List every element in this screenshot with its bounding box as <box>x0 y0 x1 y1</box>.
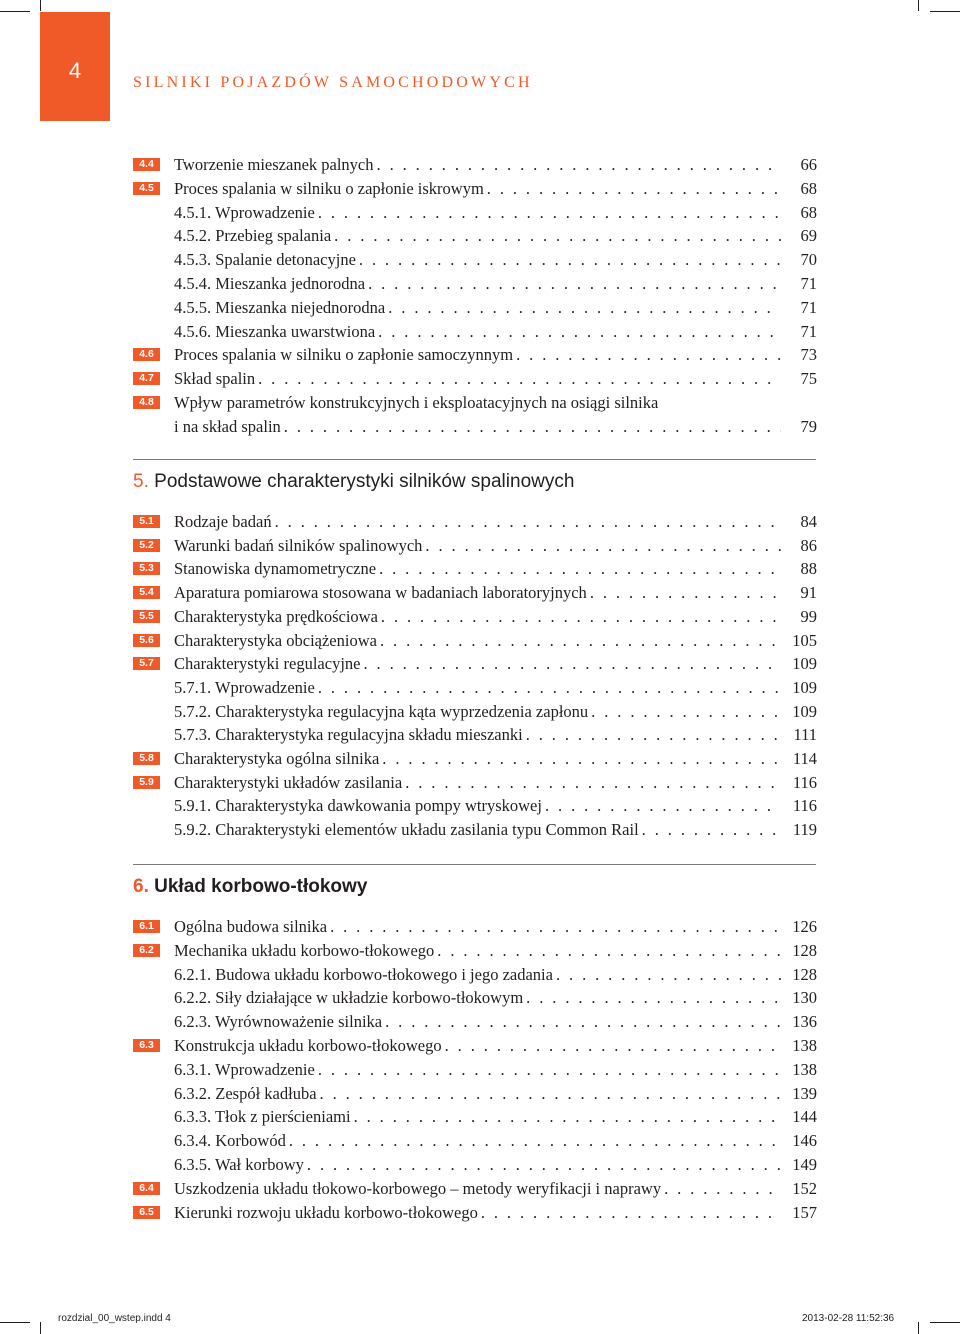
dot-leader <box>380 630 781 652</box>
dot-leader <box>642 819 781 841</box>
toc-entry-page: 109 <box>792 677 817 697</box>
toc-entry-title: 5.7.1. Wprowadzenie <box>174 677 315 697</box>
toc-entry <box>0 154 960 176</box>
dot-leader <box>318 677 781 699</box>
toc-entry-title: Skład spalin <box>174 369 256 389</box>
toc-entry <box>0 321 960 343</box>
toc-entry-page: 109 <box>792 654 817 674</box>
footer-file-name: rozdzial_00_wstep.indd 4 <box>58 1313 171 1324</box>
toc-entry-page: 114 <box>792 749 817 768</box>
toc-entry-page: 139 <box>792 1083 817 1103</box>
section-number-badge: 4.8 <box>133 396 160 409</box>
toc-entry-title: 4.5.4. Mieszanka jednorodna <box>174 274 366 293</box>
crop-mark <box>0 11 30 12</box>
dot-leader <box>381 606 781 628</box>
crop-mark <box>918 0 919 11</box>
section-number-badge: 5.6 <box>133 634 160 647</box>
section-number-badge: 5.8 <box>133 752 160 765</box>
dot-leader <box>405 772 781 794</box>
chapter-5-title: Podstawowe charakterystyki silników spalinowych <box>154 471 575 492</box>
toc-entry-title: 6.3.5. Wał korbowy <box>174 1155 304 1174</box>
toc-entry-page: 136 <box>792 1012 817 1032</box>
toc-entry <box>0 225 960 247</box>
dot-leader <box>378 321 781 343</box>
toc-entry <box>0 964 960 986</box>
toc-entry-page: 146 <box>792 1131 817 1151</box>
section-number-badge: 4.7 <box>133 372 160 385</box>
toc-entry <box>0 724 960 746</box>
toc-entry <box>0 1083 960 1105</box>
toc-entry-title: 6.3.4. Korbowód <box>174 1131 286 1151</box>
section-number-badge: 6.5 <box>133 1206 160 1219</box>
section-number-badge: 4.5 <box>133 182 160 195</box>
toc-entry <box>0 368 960 390</box>
toc-entry-page: 84 <box>800 512 817 531</box>
footer-timestamp: 2013-02-28 11:52:36 <box>802 1313 895 1324</box>
toc-entry <box>0 178 960 200</box>
dot-leader <box>516 344 781 366</box>
toc-entry <box>0 249 960 271</box>
crop-mark <box>40 1322 41 1334</box>
dot-leader <box>368 273 781 295</box>
toc-entry-page: 128 <box>792 964 817 984</box>
dot-leader <box>275 511 781 533</box>
section-divider <box>133 459 816 460</box>
toc-entry-page: 86 <box>800 535 817 555</box>
dot-leader <box>481 1202 781 1224</box>
toc-entry <box>0 511 960 533</box>
toc-entry-title: 5.9.2. Charakterystyki elementów układu zasilania typu Common Rail <box>174 820 639 840</box>
toc-entry-title: Charakterystyki układów zasilania <box>174 772 403 792</box>
toc-entry-title: Mechanika układu korbowo-tłokowego <box>174 940 435 960</box>
toc-entry-page: 111 <box>793 725 817 745</box>
dot-leader <box>545 795 781 817</box>
crop-mark <box>918 1322 919 1334</box>
toc-entry-title: 6.2.3. Wyrównoważenie silnika <box>174 1012 383 1032</box>
toc-entry-title: Konstrukcja układu korbowo-tłokowego <box>174 1036 442 1055</box>
toc-entry <box>0 392 960 414</box>
section-number-badge: 6.1 <box>133 920 160 933</box>
chapter-6-number: 6. <box>133 876 149 897</box>
dot-leader <box>382 748 781 770</box>
toc-entry-title: 4.5.3. Spalanie detonacyjne <box>174 250 356 270</box>
toc-entry-page: 79 <box>800 416 817 436</box>
toc-entry <box>0 987 960 1009</box>
section-number-badge: 4.6 <box>133 348 160 361</box>
toc-entry <box>0 1059 960 1081</box>
section-number-badge: 6.3 <box>133 1039 160 1052</box>
toc-entry-title: 6.2.2. Siły działające w układzie korbowo-tłokowym <box>174 988 524 1008</box>
dot-leader <box>379 558 781 580</box>
section-number-badge: 5.3 <box>133 562 160 575</box>
toc-entry-page: 73 <box>800 345 817 365</box>
crop-mark <box>930 1322 960 1323</box>
toc-entry-title: Proces spalania w silniku o zapłonie iskrowym <box>174 178 484 198</box>
toc-entry-title: Warunki badań silników spalinowych <box>174 535 423 555</box>
toc-entry-title: Charakterystyka prędkościowa <box>174 606 378 626</box>
toc-entry <box>0 1178 960 1200</box>
crop-mark <box>0 1322 30 1323</box>
dot-leader <box>330 916 781 938</box>
toc-entry-title: Rodzaje badań <box>174 512 272 531</box>
toc-entry-page: 138 <box>792 1036 817 1055</box>
toc-entry-page: 109 <box>792 701 817 721</box>
toc-entry <box>0 653 960 675</box>
dot-leader <box>354 1106 781 1128</box>
toc-entry <box>0 1154 960 1176</box>
section-number-badge: 6.2 <box>133 944 160 957</box>
toc-entry <box>0 819 960 841</box>
toc-entry-page: 126 <box>792 917 817 936</box>
dot-leader <box>320 1083 781 1105</box>
dot-leader <box>590 582 781 604</box>
dot-leader <box>377 154 781 176</box>
toc-entry-title: Stanowiska dynamometryczne <box>174 559 377 579</box>
toc-entry <box>0 1202 960 1224</box>
toc-entry-page: 130 <box>792 988 817 1008</box>
toc-entry-page: 138 <box>792 1059 817 1079</box>
dot-leader <box>307 1154 781 1176</box>
toc-entry-page: 152 <box>792 1178 817 1198</box>
crop-mark <box>40 0 41 11</box>
toc-entry-title: Proces spalania w silniku o zapłonie samoczynnym <box>174 345 514 365</box>
section-number-badge: 5.4 <box>133 586 160 599</box>
toc-entry <box>0 1011 960 1033</box>
dot-leader <box>385 1011 781 1033</box>
toc-entry <box>0 748 960 770</box>
toc-entry-title: Charakterystyka obciążeniowa <box>174 630 377 650</box>
toc-entry-title: 4.5.6. Mieszanka uwarstwiona <box>174 321 376 341</box>
dot-leader <box>591 701 781 723</box>
toc-entry-title: 4.5.1. Wprowadzenie <box>174 202 315 222</box>
toc-entry <box>0 297 960 319</box>
toc-entry <box>0 558 960 580</box>
toc-entry <box>0 344 960 366</box>
toc-entry-title: i na skład spalin <box>174 416 281 436</box>
toc-entry-title: Charakterystyka ogólna silnika <box>174 749 380 768</box>
toc-entry-title: Wpływ parametrów konstrukcyjnych i eksploatacyjnych na osiągi silnika <box>174 393 659 412</box>
toc-entry-title: 6.3.2. Zespół kadłuba <box>174 1083 317 1103</box>
dot-leader <box>664 1178 781 1200</box>
chapter-6-heading <box>133 875 367 899</box>
toc-entry-page: 68 <box>800 178 817 198</box>
toc-entry-page: 66 <box>800 155 817 174</box>
toc-entry-page: 88 <box>800 559 817 579</box>
toc-entry <box>0 772 960 794</box>
toc-entry <box>0 273 960 295</box>
dot-leader <box>526 987 781 1009</box>
section-divider <box>133 864 816 865</box>
dot-leader <box>334 225 781 247</box>
dot-leader <box>437 940 781 962</box>
toc-entry <box>0 606 960 628</box>
running-title: SILNIKI POJAZDÓW SAMOCHODOWYCH <box>133 74 533 91</box>
toc-entry <box>0 582 960 604</box>
dot-leader <box>445 1035 781 1057</box>
toc-entry <box>0 1130 960 1152</box>
section-number-badge: 5.2 <box>133 539 160 552</box>
dot-leader <box>258 368 781 390</box>
section-number-badge: 5.9 <box>133 776 160 789</box>
dot-leader <box>359 249 781 271</box>
toc-entry-page: 68 <box>800 202 817 222</box>
dot-leader <box>363 653 781 675</box>
toc-entry-title: 6.3.3. Tłok z pierścieniami <box>174 1107 351 1127</box>
chapter-6-title: Układ korbowo-tłokowy <box>154 876 368 897</box>
toc-entry-page: 116 <box>792 772 817 792</box>
dot-leader <box>318 202 781 224</box>
section-number-badge: 4.4 <box>133 158 160 171</box>
toc-entry-title: Uszkodzenia układu tłokowo-korbowego – metody weryfikacji i naprawy <box>174 1178 662 1198</box>
toc-entry <box>0 677 960 699</box>
crop-mark <box>930 11 960 12</box>
toc-entry <box>0 1035 960 1057</box>
toc-entry-page: 91 <box>800 583 817 603</box>
toc-entry-page: 71 <box>800 274 817 293</box>
toc-entry-page: 119 <box>792 820 817 840</box>
toc-entry-title: Tworzenie mieszanek palnych <box>174 155 374 174</box>
toc-entry-title: Ogólna budowa silnika <box>174 917 328 936</box>
toc-entry-page: 128 <box>792 940 817 960</box>
toc-entry-title: Aparatura pomiarowa stosowana w badaniach laboratoryjnych <box>174 583 587 603</box>
dot-leader <box>526 724 781 746</box>
dot-leader <box>388 297 781 319</box>
toc-entry-title: 4.5.2. Przebieg spalania <box>174 226 332 246</box>
toc-entry-page: 149 <box>792 1155 817 1174</box>
section-number-badge: 5.7 <box>133 657 160 670</box>
chapter-5-number: 5. <box>133 471 149 492</box>
toc-entry-title: 5.7.2. Charakterystyka regulacyjna kąta wyprzedzenia zapłonu <box>174 701 589 721</box>
toc-entry-page: 99 <box>800 606 817 626</box>
section-number-badge: 5.1 <box>133 515 160 528</box>
toc-entry <box>0 535 960 557</box>
toc-entry-title: 4.5.5. Mieszanka niejednorodna <box>174 297 386 317</box>
toc-entry <box>0 940 960 962</box>
chapter-5-heading <box>133 470 574 494</box>
section-number-badge: 6.4 <box>133 1182 160 1195</box>
dot-leader <box>284 416 781 438</box>
toc-entry <box>0 416 960 438</box>
toc-entry-title: Charakterystyki regulacyjne <box>174 654 361 674</box>
page-number: 4 <box>68 58 82 83</box>
toc-entry-page: 75 <box>800 369 817 389</box>
toc-entry-title: 6.2.1. Budowa układu korbowo-tłokowego i jego zadania <box>174 964 553 984</box>
toc-entry-page: 116 <box>792 796 817 816</box>
dot-leader <box>425 535 781 557</box>
toc-entry <box>0 630 960 652</box>
toc-entry <box>0 202 960 224</box>
toc-entry-page: 69 <box>800 226 817 246</box>
toc-entry-title: 5.9.1. Charakterystyka dawkowania pompy wtryskowej <box>174 796 542 816</box>
toc-entry <box>0 701 960 723</box>
section-number-badge: 5.5 <box>133 610 160 623</box>
dot-leader <box>318 1059 781 1081</box>
toc-entry-title: Kierunki rozwoju układu korbowo-tłokowego <box>174 1202 478 1222</box>
toc-entry-page: 157 <box>792 1202 817 1222</box>
toc-entry-page: 71 <box>800 321 817 341</box>
dot-leader <box>289 1130 781 1152</box>
toc-entry-title: 5.7.3. Charakterystyka regulacyjna składu mieszanki <box>174 725 523 745</box>
toc-entry-page: 70 <box>800 250 817 270</box>
toc-entry-page: 144 <box>792 1107 817 1127</box>
dot-leader <box>487 178 781 200</box>
toc-entry <box>0 916 960 938</box>
toc-entry-page: 105 <box>792 630 817 650</box>
toc-entry <box>0 795 960 817</box>
dot-leader <box>556 964 781 986</box>
toc-entry-title: 6.3.1. Wprowadzenie <box>174 1059 315 1079</box>
toc-entry-page: 71 <box>800 297 817 317</box>
toc-entry <box>0 1106 960 1128</box>
